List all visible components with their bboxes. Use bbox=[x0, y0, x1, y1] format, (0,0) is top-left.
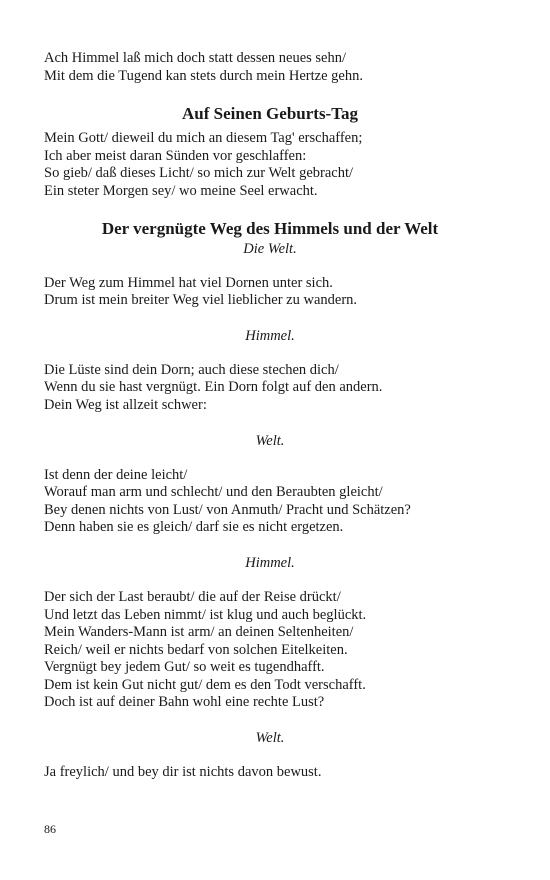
verse-line: Dem ist kein Gut nicht gut/ dem es den Todt verschafft. bbox=[44, 676, 366, 693]
poem-title: Der vergnügte Weg des Himmels und der Welt bbox=[101, 218, 439, 238]
verse-line: Wenn du sie hast vergnügt. Ein Dorn folgt auf den andern. bbox=[44, 379, 383, 396]
poem-stanza bbox=[44, 130, 474, 200]
verse-line: Vergnügt bey jedem Gut/ so weit es tugendhafft. bbox=[44, 659, 325, 676]
dialogue-stanza bbox=[44, 362, 474, 415]
verse-line: Ja freylich/ und bey dir ist nichts davon bewust. bbox=[44, 764, 322, 781]
verse-line: Mit dem die Tugend kan stets durch mein Hertze gehn. bbox=[44, 67, 363, 84]
speaker-label: Welt. bbox=[255, 432, 285, 449]
verse-line: Die Lüste sind dein Dorn; auch diese stechen dich/ bbox=[44, 361, 339, 378]
poem-title: Auf Seinen Geburts-Tag bbox=[181, 104, 358, 124]
page-number: 86 bbox=[44, 822, 56, 836]
dialogue-stanza bbox=[44, 764, 474, 782]
verse-line: Ich aber meist daran Sünden vor geschlaffen: bbox=[44, 147, 307, 164]
verse-line: Dein Weg ist allzeit schwer: bbox=[44, 396, 207, 413]
verse-line: Ist denn der deine leicht/ bbox=[44, 466, 188, 483]
page-content bbox=[44, 50, 474, 782]
verse-line: Und letzt das Leben nimmt/ ist klug und auch beglückt. bbox=[44, 606, 367, 623]
speaker-label: Welt. bbox=[255, 730, 285, 747]
verse-line: Reich/ weil er nichts bedarf von solchen Eitelkeiten. bbox=[44, 641, 348, 658]
dialogue-stanza bbox=[44, 467, 474, 537]
verse-line: Denn haben sie es gleich/ darf sie es nicht ergetzen. bbox=[44, 519, 344, 536]
intro-verse bbox=[44, 50, 474, 85]
verse-line: Der Weg zum Himmel hat viel Dornen unter sich. bbox=[44, 274, 333, 291]
verse-line: Doch ist auf deiner Bahn wohl eine rechte Lust? bbox=[44, 694, 325, 711]
verse-line: Mein Gott/ dieweil du mich an diesem Tag' erschaffen; bbox=[44, 130, 363, 147]
speaker-label: Die Welt. bbox=[243, 240, 297, 257]
verse-line: Drum ist mein breiter Weg viel lieblicher zu wandern. bbox=[44, 292, 358, 309]
verse-line: Ein steter Morgen sey/ wo meine Seel erwacht. bbox=[44, 182, 318, 199]
verse-line: Bey denen nichts von Lust/ von Anmuth/ Pracht und Schätzen? bbox=[44, 501, 411, 518]
verse-line: Mein Wanders-Mann ist arm/ an deinen Seltenheiten/ bbox=[44, 624, 354, 641]
verse-line: Der sich der Last beraubt/ die auf der Reise drückt/ bbox=[44, 588, 341, 605]
verse-line: So gieb/ daß dieses Licht/ so mich zur Welt gebracht/ bbox=[44, 165, 354, 182]
speaker-label: Himmel. bbox=[245, 327, 295, 344]
dialogue-stanza bbox=[44, 589, 474, 712]
speaker-label: Himmel. bbox=[245, 554, 295, 571]
dialogue-stanza bbox=[44, 275, 474, 310]
verse-line: Worauf man arm und schlecht/ und den Beraubten gleicht/ bbox=[44, 484, 383, 501]
verse-line: Ach Himmel laß mich doch statt dessen neues sehn/ bbox=[44, 50, 347, 66]
